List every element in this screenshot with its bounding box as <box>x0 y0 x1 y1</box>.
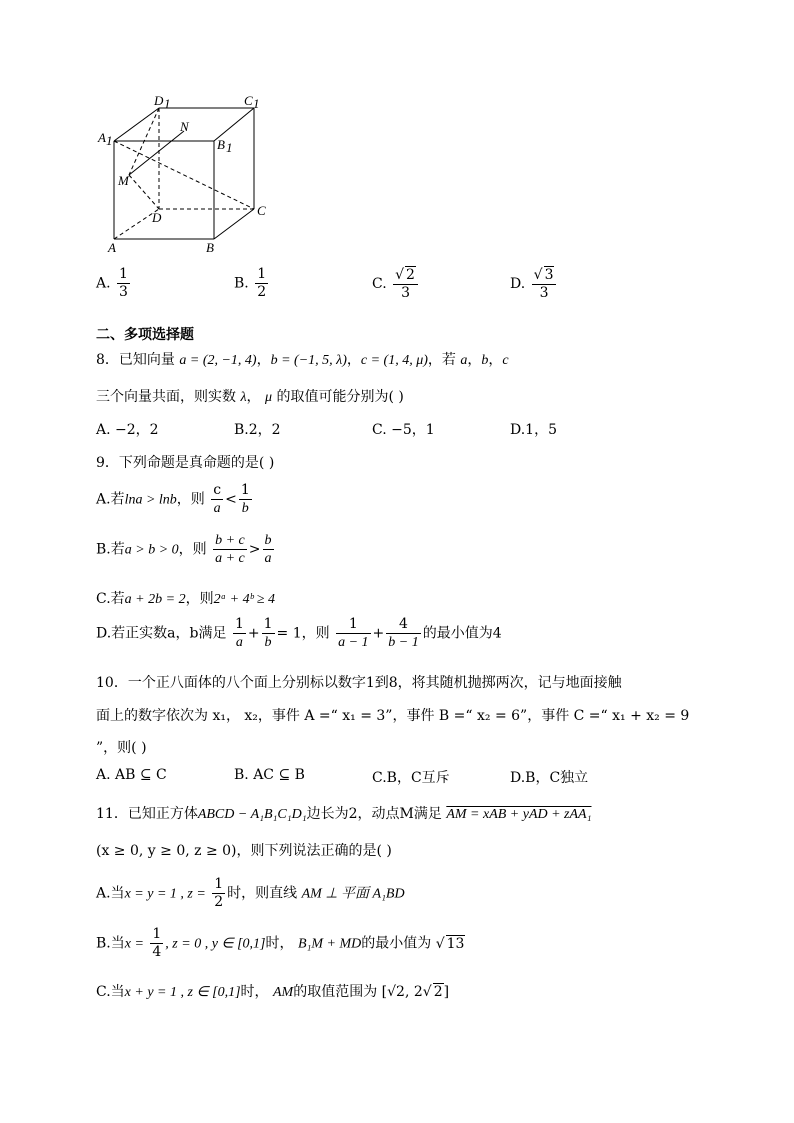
fraction: $\frac{√ 3}{3}$ <box>532 266 557 302</box>
q8-line1: 8．已知向量 a = (2, −1, 4)，b = (−1, 5, λ)，c = (1, 4, μ)，若 a，b，c <box>96 352 509 368</box>
label-B1: B <box>217 137 225 152</box>
fraction: $\frac{1}{b}$ <box>263 616 273 650</box>
fraction: $\frac{√ 2}{3}$ <box>393 266 418 302</box>
label-A1: A <box>98 130 106 145</box>
fraction: $\frac{1}{a}$ <box>234 616 244 650</box>
fraction: $\frac{1}{2}$ <box>257 266 267 300</box>
q10-option-c: C.B，C互斥 <box>372 770 450 786</box>
label-M: M <box>118 173 129 188</box>
q10-line3: ”，则( ) <box>96 740 147 756</box>
q8-option-b: B.2，2 <box>234 422 281 438</box>
label-C1: C <box>244 94 253 108</box>
fraction: $\frac{b}{a}$ <box>264 533 272 566</box>
label-A1-sub: 1 <box>106 133 113 148</box>
fraction: $\frac{1}{2}$ <box>214 876 224 910</box>
label-D1: D <box>154 94 164 108</box>
q10-line1: 10．一个正八面体的八个面上分别标以数字1到8，将其随机抛掷两次，记与地面接触 <box>96 675 622 691</box>
label-C: C <box>257 203 266 218</box>
q8-line2: 三个向量共面，则实数 λ， μ 的取值可能分别为( ) <box>96 389 404 405</box>
fraction: $\frac{1}{b}$ <box>240 482 250 516</box>
q11-option-b: B.当x = $\frac{1}{4}$ , z = 0 , y ∈ [0,1]时， B₁M + MD的最小值为 √ 13 <box>96 926 465 960</box>
q10-option-b: B. AC ⊆ B <box>234 767 305 783</box>
fraction: $\frac{4}{b - 1}$ <box>388 616 419 650</box>
fraction: $\frac{c}{a}$ <box>213 482 222 516</box>
q11-line1: 11．已知正方体ABCD − A₁B₁C₁D₁边长为2，动点M满足 AM = xAB + yAD + zAA₁ <box>96 806 592 822</box>
q8-option-c: C. −5，1 <box>372 422 435 438</box>
q7-option-b: B. $\frac{1}{2}$ <box>234 266 267 300</box>
fraction: $\frac{1}{4}$ <box>152 926 162 960</box>
label-D1-sub: 1 <box>164 96 171 111</box>
q9-option-a: A.若lna > lnb，则 $\frac{c}{a}$ < $\frac{1}{b}$ <box>96 482 250 516</box>
q8-option-d: D.1，5 <box>510 422 557 438</box>
q7-option-d: D. $\frac{√ 3}{3}$ <box>510 266 558 302</box>
label-B: B <box>206 240 214 255</box>
q11-option-c: C.当x + y = 1 , z ∈ [0,1]时， AM的取值范围为 [√2, 2√ 2] <box>96 984 450 1000</box>
cube-figure <box>96 94 286 259</box>
q7-option-c: C. $\frac{√ 2}{3}$ <box>372 266 420 302</box>
q10-line2: 面上的数字依次为 x₁， x₂，事件 A =“ x₁ = 3”，事件 B =“ x₂ = 6”，事件 C =“ x₁ + x₂ = 9 <box>96 708 690 724</box>
fraction: $\frac{1}{a - 1}$ <box>338 616 369 650</box>
q7-option-a: A. $\frac{1}{3}$ <box>96 266 128 300</box>
q10-option-d: D.B，C独立 <box>510 770 589 786</box>
fraction: $\frac{b + c}{a + c}$ <box>215 533 245 566</box>
label-A: A <box>108 240 116 255</box>
label-B1-sub: 1 <box>226 140 233 155</box>
q10-option-a: A. AB ⊆ C <box>96 767 167 783</box>
q8-option-a: A. −2，2 <box>96 422 159 438</box>
q11-line2: (x ≥ 0, y ≥ 0, z ≥ 0)，则下列说法正确的是( ) <box>96 843 392 859</box>
label-C1-sub: 1 <box>253 96 260 111</box>
label-D: D <box>152 210 162 225</box>
q11-option-a: A.当x = y = 1 , z = $\frac{1}{2}$ 时，则直线 AM ⊥ 平面 A₁BD <box>96 876 405 910</box>
q9-option-d: D.若正实数a，b满足 $\frac{1}{a}$ + $\frac{1}{b}$ = 1，则 $\frac{1}{a - 1}$ + $\frac{4}{b - 1}$ 的最小值为4 <box>96 616 502 650</box>
label-N: N <box>180 119 189 134</box>
section-heading: 二、多项选择题 <box>96 327 194 343</box>
q9-option-c: C.若a + 2b = 2，则2ᵃ + 4ᵇ ≥ 4 <box>96 591 276 607</box>
fraction: $\frac{1}{3}$ <box>119 266 128 300</box>
q9-stem: 9．下列命题是真命题的是( ) <box>96 455 275 471</box>
q9-option-b: B.若a > b > 0，则 $\frac{b + c}{a + c}$ > $\frac{b}{a}$ <box>96 533 272 566</box>
